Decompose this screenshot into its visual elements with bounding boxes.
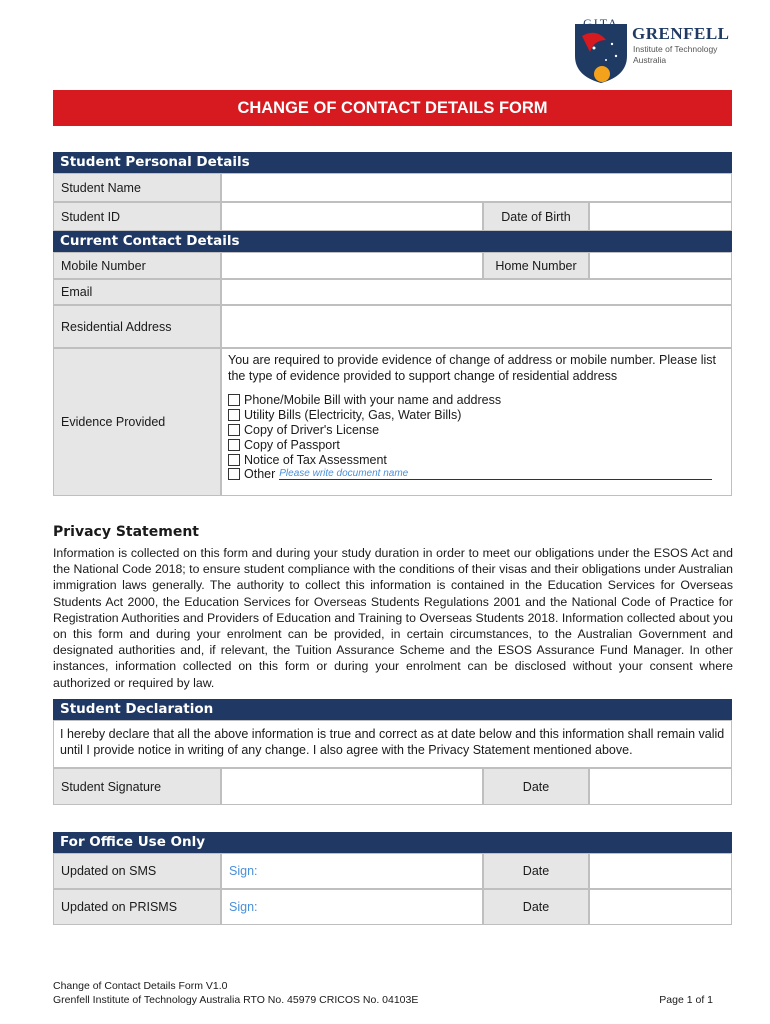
- dob-field[interactable]: [589, 202, 732, 231]
- logo-name: GRENFELL: [632, 24, 730, 43]
- logo-mark-text: GITA: [583, 16, 619, 30]
- prisms-date-field[interactable]: [589, 889, 732, 925]
- dob-label: Date of Birth: [483, 202, 589, 231]
- checkbox[interactable]: [228, 439, 240, 451]
- email-label: Email: [53, 279, 221, 305]
- evidence-provided-cell: [221, 348, 732, 496]
- other-document-placeholder: Please write document name: [279, 468, 409, 480]
- other-label: Other: [244, 467, 276, 482]
- evidence-checkbox-list: [228, 393, 728, 482]
- logo-subtitle-1: Institute of Technology: [633, 44, 718, 54]
- evidence-option[interactable]: [228, 452, 728, 467]
- sms-date-label: Date: [483, 853, 589, 889]
- student-signature-label: Student Signature: [53, 768, 221, 805]
- student-signature-field[interactable]: [221, 768, 483, 805]
- declaration-text-cell: [53, 720, 732, 768]
- checkbox[interactable]: [228, 454, 240, 466]
- checkbox[interactable]: [228, 409, 240, 421]
- other-document-input[interactable]: [279, 468, 712, 480]
- evidence-option[interactable]: [228, 408, 728, 423]
- residential-address-label: Residential Address: [53, 305, 221, 348]
- logo-subtitle-2: Australia: [633, 55, 667, 65]
- evidence-option[interactable]: [228, 423, 728, 438]
- evidence-option[interactable]: [228, 437, 728, 452]
- student-name-field[interactable]: [221, 173, 732, 202]
- prisms-sign-field[interactable]: Sign:: [221, 889, 483, 925]
- checkbox[interactable]: [228, 468, 240, 480]
- evidence-option-label: Utility Bills (Electricity, Gas, Water Bills): [244, 408, 462, 423]
- footer-page-number: Page 1 of 1: [659, 994, 713, 1006]
- home-number-label: Home Number: [483, 252, 589, 279]
- mobile-number-label: Mobile Number: [53, 252, 221, 279]
- sms-sign-field[interactable]: Sign:: [221, 853, 483, 889]
- footer-form-version: Change of Contact Details Form V1.0: [53, 980, 228, 992]
- form-title: CHANGE OF CONTACT DETAILS FORM: [53, 90, 732, 126]
- mobile-number-field[interactable]: [221, 252, 483, 279]
- declaration-heading: Student Declaration: [53, 699, 732, 720]
- evidence-option-label: Notice of Tax Assessment: [244, 452, 387, 467]
- institute-logo: [572, 14, 732, 84]
- sms-label: Updated on SMS: [53, 853, 221, 889]
- evidence-option-label: Copy of Passport: [244, 437, 340, 452]
- personal-details-heading: Student Personal Details: [53, 152, 732, 173]
- student-name-label: Student Name: [53, 173, 221, 202]
- residential-address-field[interactable]: [221, 305, 732, 348]
- evidence-option[interactable]: [228, 393, 728, 408]
- evidence-instructions: You are required to provide evidence of change of address or mobile number. Please list the type of evidence provided to support change of residential address: [228, 353, 717, 383]
- evidence-provided-label: Evidence Provided: [53, 348, 221, 496]
- evidence-option-label: Copy of Driver's License: [244, 422, 380, 437]
- privacy-heading: Privacy Statement: [53, 524, 199, 540]
- student-id-field[interactable]: [221, 202, 483, 231]
- contact-details-heading: Current Contact Details: [53, 231, 732, 252]
- privacy-body: Information is collected on this form and during your study duration in order to meet our obligations under the ESOS Act and the National Code 2018; to ensure student compliance with the conditions of their visas and their obligations under Australian immigration laws generally. The authority to collect this information is contained in the Education Services for Overseas Students Act 2000, the Education Services for Overseas Students Regulations 2001 and the National Code of Practice for Registration Authorities and Providers of Education and Training to Overseas Students 2018. Information collected about you on this form and during your enrolment can be provided, in certain circumstances, to the Australian Government and designated authorities and, if relevant, the Tuition Assurance Scheme and the ESOS Assurance Fund Manager. In other instances, information collected on this form or during your enrolment can be disclosed without your consent where authorized or required by law.: [53, 546, 733, 690]
- student-id-label: Student ID: [53, 202, 221, 231]
- footer-registration: Grenfell Institute of Technology Australia RTO No. 45979 CRICOS No. 04103E: [53, 994, 419, 1006]
- office-use-heading: For Office Use Only: [53, 832, 732, 853]
- sms-date-field[interactable]: [589, 853, 732, 889]
- evidence-option-label: Phone/Mobile Bill with your name and address: [244, 393, 502, 408]
- home-number-field[interactable]: [589, 252, 732, 279]
- declaration-date-field[interactable]: [589, 768, 732, 805]
- email-field[interactable]: [221, 279, 732, 305]
- evidence-option-other[interactable]: [228, 467, 728, 482]
- prisms-label: Updated on PRISMS: [53, 889, 221, 925]
- checkbox[interactable]: [228, 394, 240, 406]
- checkbox[interactable]: [228, 424, 240, 436]
- declaration-date-label: Date: [483, 768, 589, 805]
- declaration-text: I hereby declare that all the above information is true and correct as at date below and this information shall remain valid until I provide notice in writing of any change. I also agree with the Privacy Statement mentioned above.: [60, 727, 725, 757]
- prisms-date-label: Date: [483, 889, 589, 925]
